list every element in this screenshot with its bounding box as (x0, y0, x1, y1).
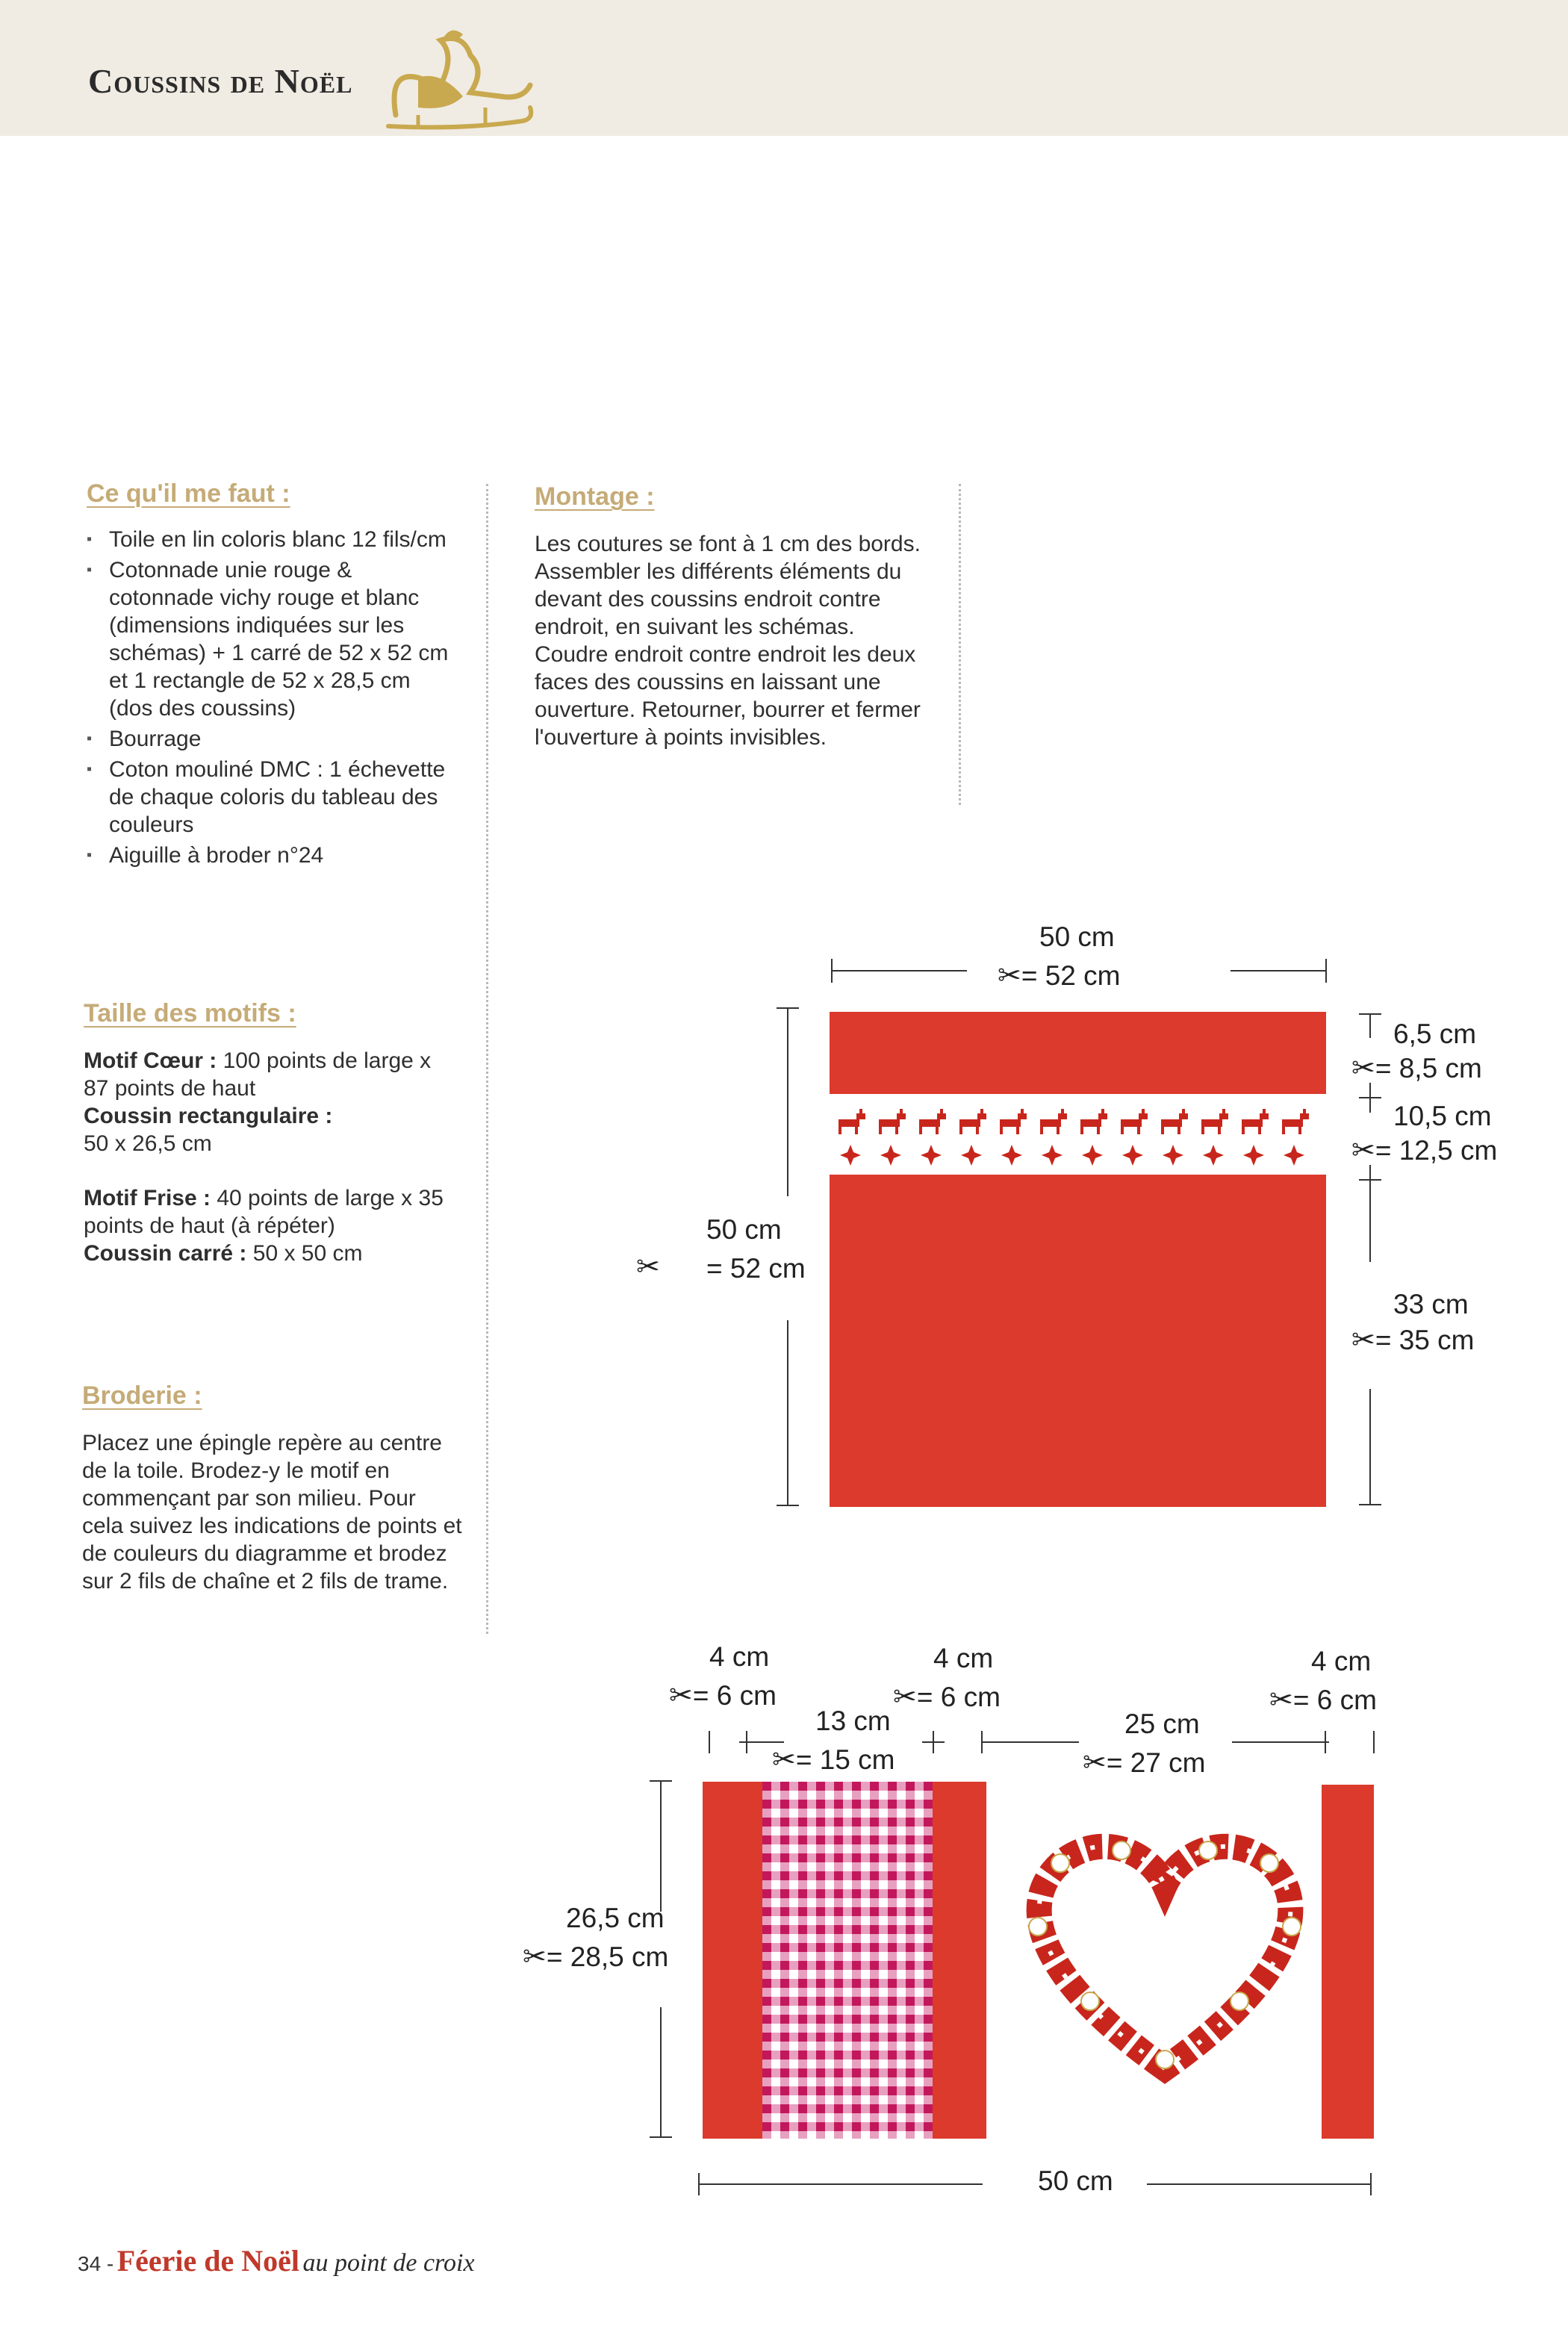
band3-cut (1351, 1323, 1475, 1356)
right-red-strip (1322, 1785, 1374, 2139)
left-red-strip (703, 1782, 762, 2139)
scissors-icon: ✂ (1269, 1683, 1293, 1716)
column-divider (486, 484, 488, 1634)
scissors-icon: ✂ (772, 1743, 796, 1776)
col4-cut-value: = 27 cm (1106, 1747, 1206, 1778)
reindeer-frieze (830, 1094, 1326, 1175)
list-item: ▪ Bourrage (87, 725, 460, 753)
width-dimension-line (821, 948, 1344, 993)
column-dimension-ticks (687, 1725, 1389, 1762)
band3-label: 33 cm (1393, 1289, 1469, 1319)
col4-label: 25 cm (1124, 1709, 1200, 1739)
col3-label: 4 cm (933, 1643, 994, 1673)
band1-label: 6,5 cm (1393, 1019, 1477, 1049)
col5-cut (1269, 1683, 1377, 1716)
heart-motif (1008, 1822, 1322, 2091)
materials-title: Ce qu'il me faut : (87, 479, 290, 508)
list-item: ▪ Aiguille à broder n°24 (87, 842, 460, 869)
page-title: Coussins de Noël (88, 62, 353, 100)
band1-cut (1351, 1051, 1482, 1084)
scissors-icon: ✂ (1351, 1134, 1375, 1166)
square-height-cut: = 52 cm (706, 1253, 806, 1284)
square-value: 50 x 50 cm (252, 1241, 363, 1266)
square-width-cut-value: = 52 cm (1021, 960, 1121, 991)
square-label: Coussin carré : (84, 1241, 247, 1266)
frieze-value: 40 points de large x 35 points de haut (à répéter) (84, 1186, 444, 1238)
middle-red-strip (933, 1782, 986, 2139)
square-width-label: 50 cm (1039, 921, 1115, 952)
footer (78, 2243, 475, 2278)
page-number: 34 - (78, 2252, 114, 2275)
materials-list (87, 526, 460, 872)
list-item: ▪ Toile en lin coloris blanc 12 fils/cm (87, 526, 460, 553)
square-height-label: 50 cm (706, 1214, 782, 1245)
col1-label: 4 cm (709, 1641, 770, 1672)
col2-cut-value: = 15 cm (795, 1744, 895, 1775)
footer-title: Féerie de Noël (116, 2244, 300, 2278)
scissors-icon: ✂ (998, 959, 1021, 992)
sizes-title: Taille des motifs : (84, 999, 296, 1028)
scissors-icon: ✂ (523, 1940, 547, 1973)
col1-cut (669, 1679, 777, 1712)
assembly-text: Les coutures se font à 1 cm des bords. Assembler les différents éléments du devant des coussins endroit contre endroit, en suivant les schémas. Coudre endroit contre endroit les deux faces des coussins en laissant une ouverture. Retourner, bourrer et fermer l'ouverture à points invisibles. (535, 532, 921, 750)
col2-label: 13 cm (815, 1706, 891, 1736)
col5-label: 4 cm (1311, 1646, 1372, 1676)
col3-cut (893, 1680, 1001, 1713)
scissors-icon: ✂ (669, 1679, 693, 1712)
footer-subtitle: au point de croix (302, 2249, 475, 2277)
scissors-icon: ✂ (1351, 1051, 1375, 1084)
gingham-panel (762, 1782, 933, 2139)
bottom-width-line (691, 2166, 1378, 2203)
scissors-icon: ✂ (1083, 1746, 1107, 1779)
col1-cut-value: = 6 cm (692, 1680, 777, 1711)
heart-label: Motif Cœur : (84, 1048, 217, 1073)
band2-cut (1351, 1134, 1497, 1166)
scissors-icon: ✂ (1351, 1323, 1375, 1356)
rect-height-cut-value: = 28,5 cm (546, 1942, 669, 1972)
scissors-icon: ✂ (893, 1680, 917, 1713)
assembly-title: Montage : (535, 482, 655, 511)
rect-height-label: 26,5 cm (566, 1903, 665, 1933)
scissors-icon: ✂ (636, 1250, 660, 1283)
rect-width-label: 50 cm (1038, 2166, 1113, 2196)
embroidery-text: Placez une épingle repère au centre de la toile. Brodez-y le motif en commençant par son milieu. Pour cela suivez les indications de points et de couleurs du diagramme et brodez sur 2 fils de chaîne et 2 fils de trame. (82, 1431, 462, 1594)
heart-value: 100 points de large x 87 points de haut (84, 1048, 432, 1101)
frieze-label: Motif Frise : (84, 1186, 211, 1210)
col5-cut-value: = 6 cm (1292, 1685, 1377, 1715)
band2-cut-value: = 12,5 cm (1375, 1135, 1498, 1166)
column-divider (959, 484, 961, 805)
bottom-red-panel (830, 1175, 1326, 1507)
sizes-block (84, 1047, 457, 1267)
top-red-band (830, 1012, 1326, 1094)
rect-label: Coussin rectangulaire : (84, 1104, 333, 1128)
list-item: ▪ Cotonnade unie rouge & cotonnade vichy rouge et blanc (dimensions indiquées sur les schémas) + 1 carré de 52 x 52 cm et 1 rectangle de 52 x 28,5 cm (dos des coussins) (87, 556, 460, 722)
band1-cut-value: = 8,5 cm (1375, 1053, 1482, 1084)
sleigh-icon (373, 25, 538, 137)
embroidery-title: Broderie : (82, 1381, 202, 1410)
band3-cut-value: = 35 cm (1375, 1325, 1475, 1355)
list-item: ▪ Coton mouliné DMC : 1 échevette de chaque coloris du tableau des couleurs (87, 756, 460, 839)
rect-value: 50 x 26,5 cm (84, 1131, 212, 1156)
band2-label: 10,5 cm (1393, 1101, 1492, 1131)
rect-height-cut (523, 1940, 668, 1973)
col3-cut-value: = 6 cm (916, 1682, 1001, 1712)
